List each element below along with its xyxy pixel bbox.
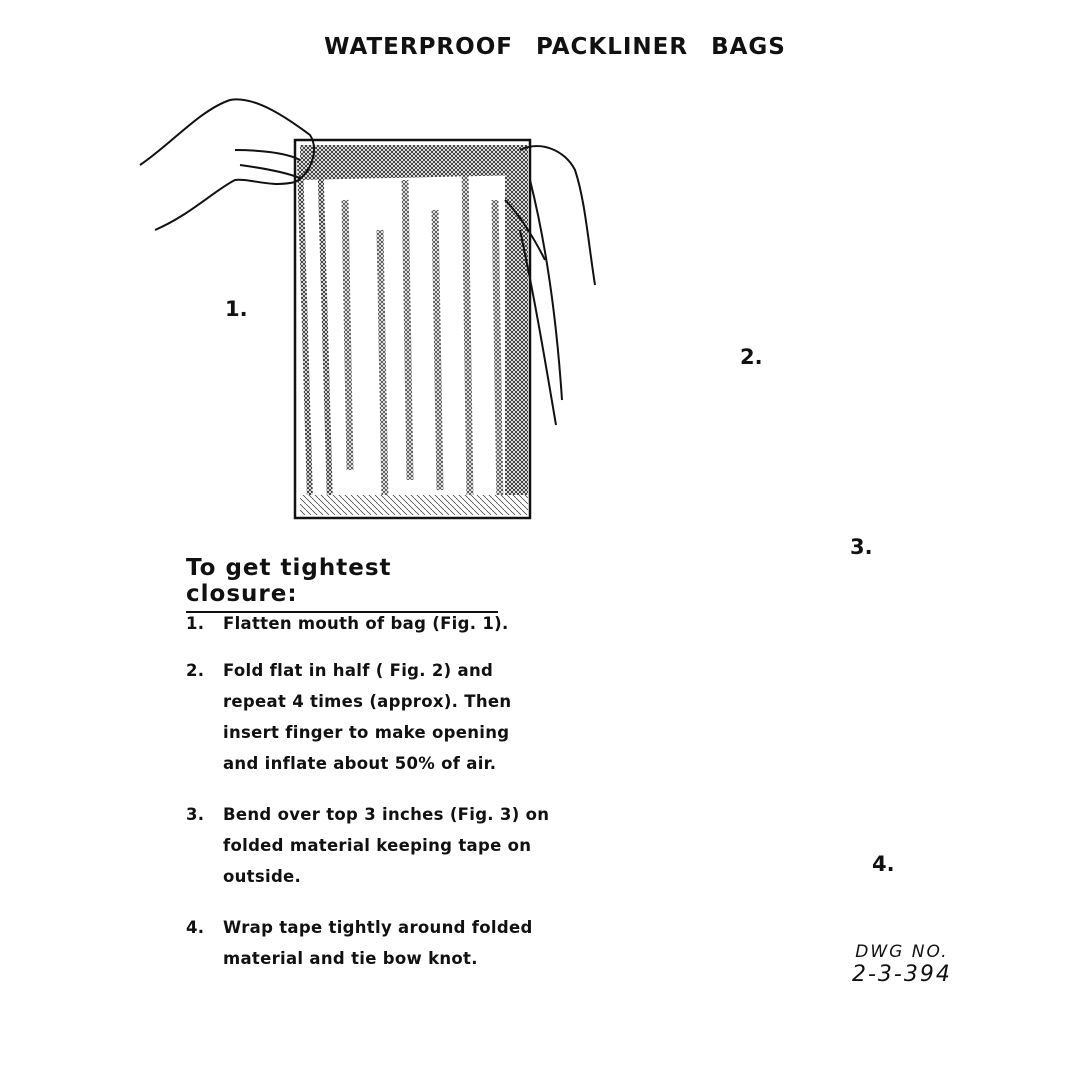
drawing-number-value: 2-3-394 <box>852 962 952 987</box>
instructions-heading: To get tightest closure: <box>186 555 498 613</box>
instruction-step <box>186 655 546 779</box>
step-text: Flatten mouth of bag (Fig. 1). <box>223 614 509 633</box>
step-number: 3. <box>186 805 205 824</box>
page-title: WATERPROOF PACKLINER BAGS <box>324 34 786 60</box>
instruction-step <box>186 608 586 639</box>
step-number: 2. <box>186 661 205 680</box>
step-text: Fold flat in half ( Fig. 2) and repeat 4 times (approx). Then insert finger to make opening and inflate about 50% of air. <box>223 661 512 773</box>
figure-2-label: 2. <box>740 345 763 369</box>
step-number: 4. <box>186 918 205 937</box>
drawing-number-label: DWG NO. <box>855 942 949 962</box>
instruction-step <box>186 912 571 974</box>
figure-1-label: 1. <box>225 297 248 321</box>
step-text: Wrap tape tightly around folded material and tie bow knot. <box>223 918 533 968</box>
step-number: 1. <box>186 614 205 633</box>
figure-3-label: 3. <box>850 535 873 559</box>
instructions-list <box>186 608 586 974</box>
figure-1-bag-drawing <box>140 99 595 518</box>
figure-4-label: 4. <box>872 852 895 876</box>
instruction-step <box>186 799 566 892</box>
drawing-number <box>852 942 952 987</box>
step-text: Bend over top 3 inches (Fig. 3) on folded material keeping tape on outside. <box>223 805 550 886</box>
